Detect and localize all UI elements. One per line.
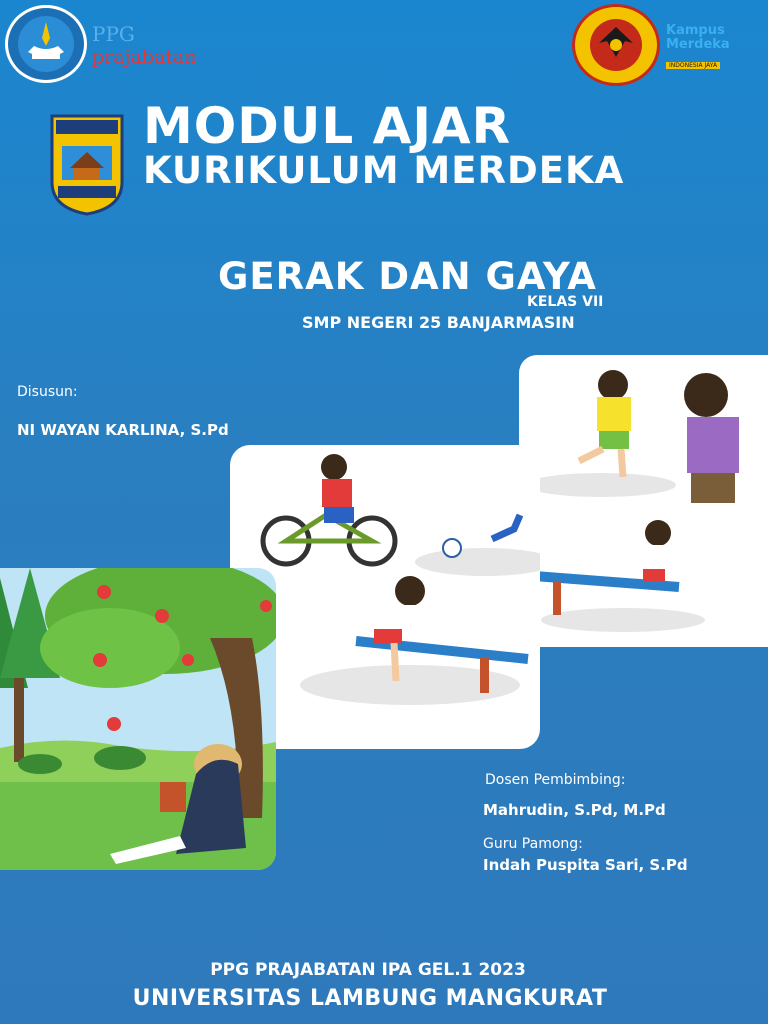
guru-label: Guru Pamong:	[483, 836, 583, 852]
school-name: SMP NEGERI 25 BANJARMASIN	[302, 313, 575, 332]
kampus-merdeka-sub: INDONESIA JAYA	[666, 62, 720, 69]
illustration-bike-seesaw-middle	[230, 445, 540, 749]
dosen-label: Dosen Pembimbing:	[485, 772, 626, 788]
footer-program: PPG PRAJABATAN IPA GEL.1 2023	[210, 960, 526, 980]
author-label: Disusun:	[17, 384, 78, 400]
topic-title: GERAK DAN GAYA	[218, 255, 597, 298]
kampus-merdeka-text: Kampus Merdeka	[666, 23, 730, 52]
illustration-kids-playing-right	[519, 355, 768, 647]
school-logo	[48, 112, 126, 216]
illustration-newton-apple-tree	[0, 568, 276, 870]
kampus-merdeka-logo	[666, 23, 746, 69]
title-line2: KURIKULUM MERDEKA	[143, 149, 625, 192]
title-line1: MODUL AJAR	[143, 97, 512, 155]
kelas-label: KELAS VII	[527, 294, 604, 310]
ulm-university-logo	[572, 4, 660, 86]
author-name: NI WAYAN KARLINA, S.Pd	[17, 421, 229, 439]
guru-name: Indah Puspita Sari, S.Pd	[483, 856, 688, 874]
footer-university: UNIVERSITAS LAMBUNG MANGKURAT	[132, 986, 608, 1011]
ppg-logo-text: PPG	[92, 22, 135, 46]
dosen-name: Mahrudin, S.Pd, M.Pd	[483, 801, 666, 819]
prajabatan-logo-text: prajabatan	[92, 46, 197, 68]
tut-wuri-handayani-logo	[5, 5, 87, 83]
